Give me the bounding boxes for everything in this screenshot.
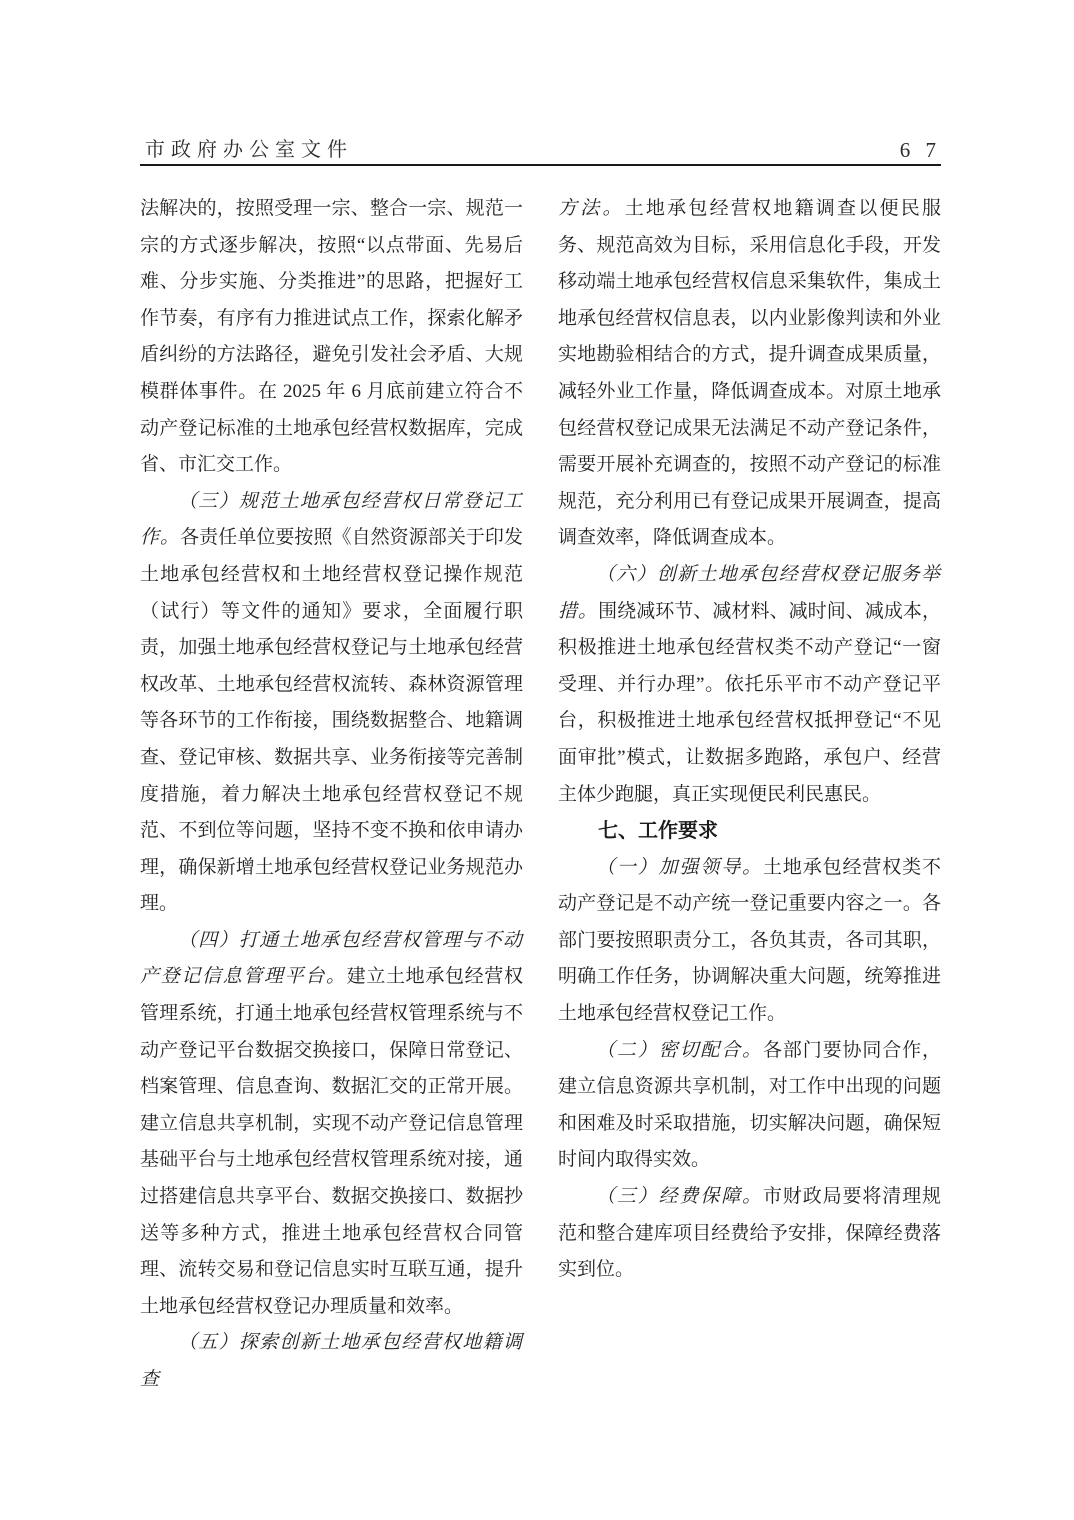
item-heading: （四）打通土地承包经营权管理与不动产登记信息管理平台。 <box>140 929 523 988</box>
paragraph-body: 土地承包经营权地籍调查以便民服务、规范高效为目标，采用信息化手段，开发移动端土地承包经营权信息采集软件，集成土地承包经营权信息表，以内业影像判读和外业实地勘验相结合的方式，提升调查成果质量，减轻外业工作量，降低调查成本。对原土地承包经营权登记成果无法满足不动产登记条件，需要开展补充调查的，按照不动产登记的标准规范，充分利用已有登记成果开展调查，提高调查效率，降低调查成本。 <box>558 198 941 549</box>
paragraph <box>558 1033 941 1179</box>
paragraph-body: 围绕减环节、减材料、减时间、减成本，积极推进土地承包经营权类不动产登记“一窗受理、并行办理”。依托乐平市不动产登记平台，积极推进土地承包经营权抵押登记“不见面审批”模式，让数据多跑路，承包户、经营主体少跑腿，真正实现便民利民惠民。 <box>558 600 941 805</box>
paragraph-body: 法解决的，按照受理一宗、整合一宗、规范一宗的方式逐步解决，按照“以点带面、先易后难、分步实施、分类推进”的思路，把握好工作节奏，有序有力推进试点工作，探索化解矛盾纠纷的方法路径，避免引发社会矛盾、大规模群体事件。在 2025 年 6 月底前建立符合不动产登记标准的土地承包经营权数据库，完成省、市汇交工作。 <box>140 198 523 476</box>
page-number: 6 7 <box>899 138 941 162</box>
left-column <box>140 191 523 1399</box>
paragraph <box>558 557 941 813</box>
item-heading: （六）创新土地承包经营权登记服务举措。 <box>558 563 941 622</box>
paragraph <box>140 1325 523 1398</box>
header-rule <box>140 164 941 166</box>
paragraph <box>558 850 941 1033</box>
item-heading: 方法。 <box>558 198 625 219</box>
paragraph-body: 市财政局要将清理规范和整合建库项目经费给予安排，保障经费落实到位。 <box>558 1186 941 1281</box>
section-heading: 七、工作要求 <box>598 820 718 843</box>
paragraph <box>140 923 523 1326</box>
item-heading: （一）加强领导。 <box>596 856 763 878</box>
paragraph <box>558 1179 941 1289</box>
item-heading: （二）密切配合。 <box>596 1039 763 1061</box>
item-heading: （五）探索创新土地承包经营权地籍调查 <box>140 1332 523 1390</box>
paragraph <box>558 191 941 557</box>
paragraph <box>140 484 523 923</box>
paragraph-body: 土地承包经营权类不动产登记是不动产统一登记重要内容之一。各部门要按照职责分工，各负其责，各司其职，明确工作任务，协调解决重大问题，统筹推进土地承包经营权登记工作。 <box>558 856 941 1025</box>
item-heading: （三）规范土地承包经营权日常登记工作。 <box>140 490 523 549</box>
item-heading: （三）经费保障。 <box>596 1186 763 1208</box>
header-title: 市政府办公室文件 <box>145 139 353 161</box>
paragraph-body: 各部门要协同合作，建立信息资源共享机制，对工作中出现的问题和困难及时采取措施，切实解决问题，确保短时间内取得实效。 <box>558 1039 941 1171</box>
right-column <box>558 191 941 1289</box>
paragraph-body: 各责任单位要按照《自然资源部关于印发土地承包经营权和土地经营权登记操作规范（试行）等文件的通知》要求，全面履行职责，加强土地承包经营权登记与土地承包经营权改革、土地承包经营权流转、森林资源管理等各环节的工作衔接，围绕数据整合、地籍调查、登记审核、数据共享、业务衔接等完善制度措施，着力解决土地承包经营权登记不规范、不到位等问题，坚持不变不换和依申请办理，确保新增土地承包经营权登记业务规范办理。 <box>140 527 523 915</box>
paragraph <box>140 191 523 484</box>
paragraph-body: 建立土地承包经营权管理系统，打通土地承包经营权管理系统与不动产登记平台数据交换接口，保障日常登记、档案管理、信息查询、数据汇交的正常开展。建立信息共享机制，实现不动产登记信息管理基础平台与土地承包经营权管理系统对接，通过搭建信息共享平台、数据交换接口、数据抄送等多种方式，推进土地承包经营权合同管理、流转交易和登记信息实时互联互通，提升土地承包经营权登记办理质量和效率。 <box>140 966 523 1317</box>
